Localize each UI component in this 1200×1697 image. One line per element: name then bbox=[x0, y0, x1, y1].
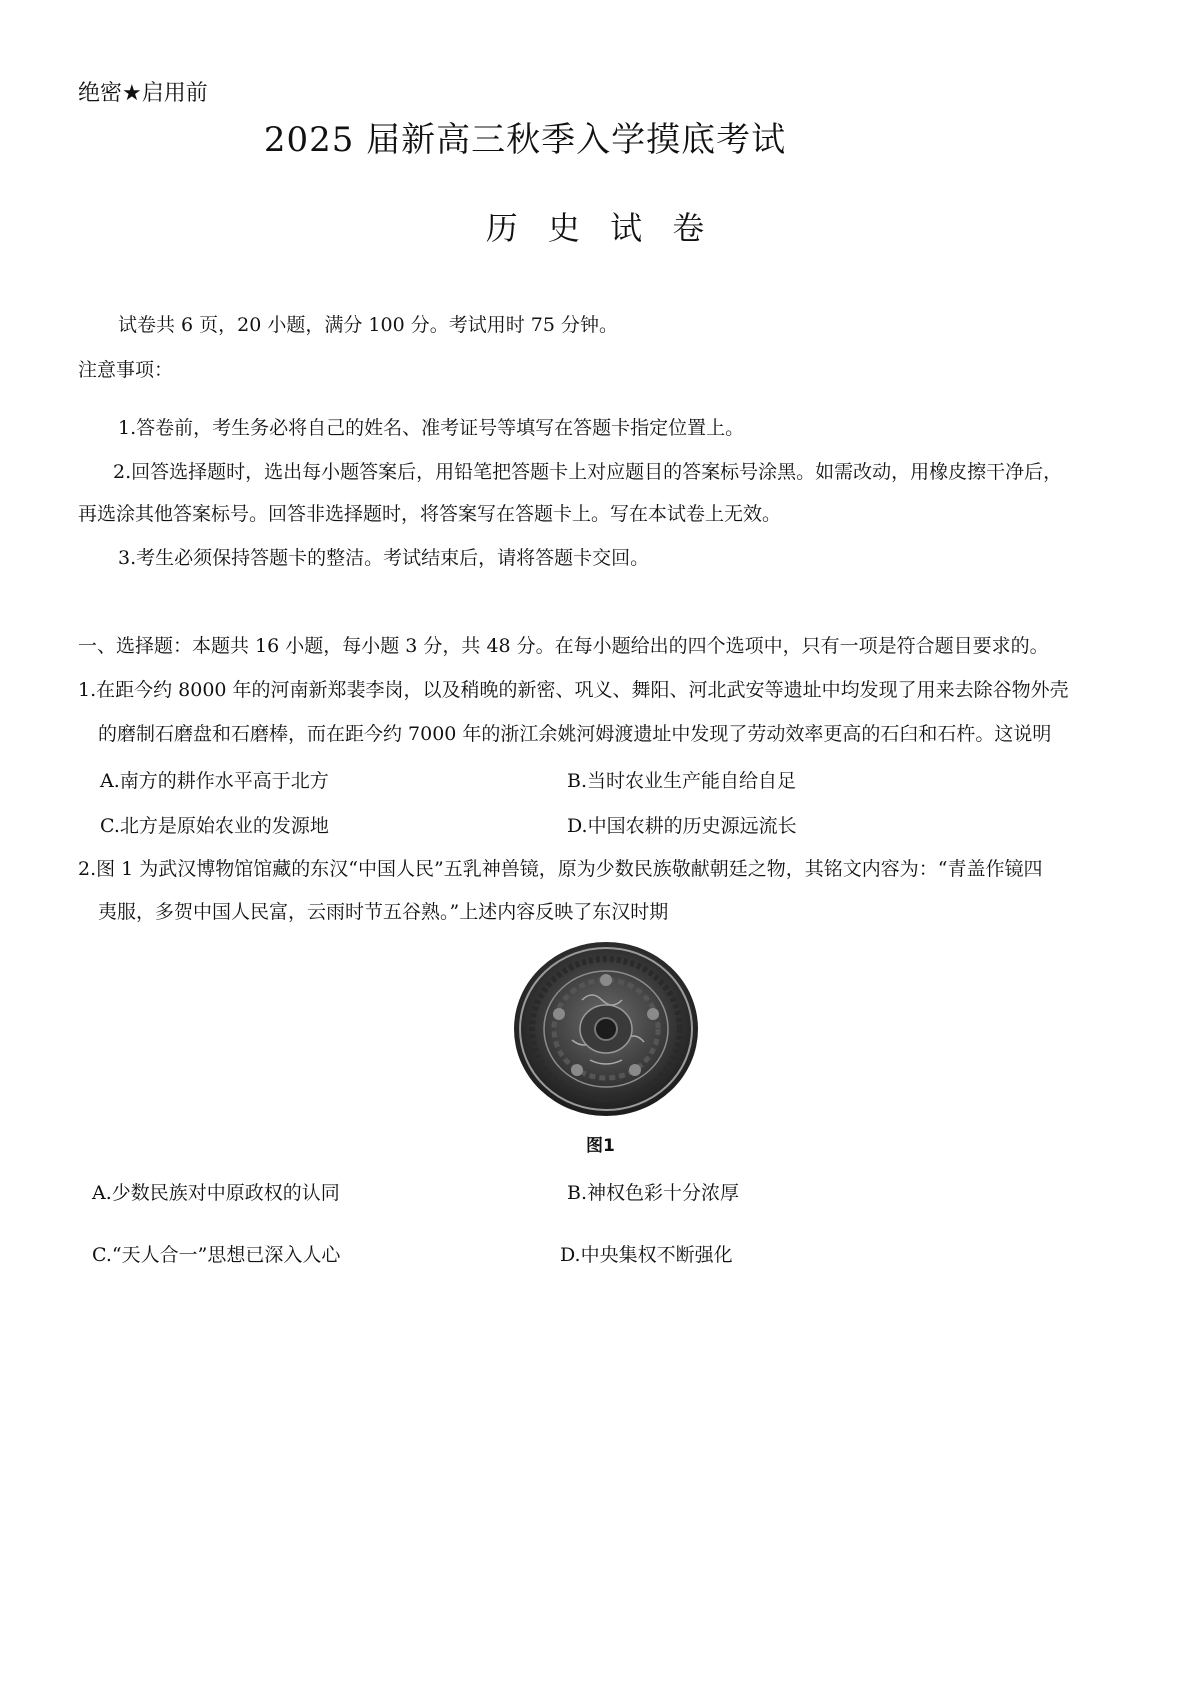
figure-caption: 图1 bbox=[586, 1136, 615, 1156]
exam-title: 2025 届新高三秋季入学摸底考试 bbox=[263, 120, 787, 160]
question-1-line-1: 1.在距今约 8000 年的河南新郑裴李岗，以及稍晚的新密、巩义、舞阳、河北武安等遗址中均发现了用来去除谷物外壳 bbox=[78, 679, 1069, 701]
question-1-option-d: D.中国农耕的历史源远流长 bbox=[567, 815, 797, 837]
question-2-option-a: A.少数民族对中原政权的认同 bbox=[92, 1182, 340, 1204]
subject-title: 历 史 试 卷 bbox=[485, 209, 715, 247]
question-2-line-2: 夷服，多贺中国人民富，云雨时节五谷熟。”上述内容反映了东汉时期 bbox=[98, 901, 669, 923]
note-item-2-line-2: 再选涂其他答案标号。回答非选择题时，将答案写在答题卡上。写在本试卷上无效。 bbox=[78, 503, 782, 525]
question-2-option-b: B.神权色彩十分浓厚 bbox=[567, 1182, 740, 1204]
question-1-option-c: C.北方是原始农业的发源地 bbox=[100, 815, 329, 837]
exam-intro: 试卷共 6 页，20 小题，满分 100 分。考试用时 75 分钟。 bbox=[118, 314, 618, 336]
bronze-mirror-image bbox=[512, 940, 700, 1118]
secret-mark: 绝密★启用前 bbox=[78, 81, 208, 106]
question-1-option-a: A.南方的耕作水平高于北方 bbox=[100, 770, 329, 792]
question-1-line-2: 的磨制石磨盘和石磨棒，而在距今约 7000 年的浙江余姚河姆渡遗址中发现了劳动效率更高的石臼和石杵。这说明 bbox=[98, 723, 1052, 745]
question-2-line-1: 2.图 1 为武汉博物馆馆藏的东汉“中国人民”五乳神兽镜，原为少数民族敬献朝廷之物，其铭文内容为：“青盖作镜四 bbox=[78, 858, 1043, 880]
note-item-2-line-1: 2.回答选择题时，选出每小题答案后，用铅笔把答题卡上对应题目的答案标号涂黑。如需改动，用橡皮擦干净后， bbox=[113, 461, 1063, 483]
question-2-option-d: D.中央集权不断强化 bbox=[560, 1244, 733, 1266]
question-1-option-b: B.当时农业生产能自给自足 bbox=[567, 770, 797, 792]
section-heading: 一、选择题：本题共 16 小题，每小题 3 分，共 48 分。在每小题给出的四个选项中，只有一项是符合题目要求的。 bbox=[78, 635, 1049, 657]
question-2-option-c: C.“天人合一”思想已深入人心 bbox=[92, 1244, 341, 1266]
notes-heading: 注意事项： bbox=[78, 359, 174, 381]
note-item-1: 1.答卷前，考生务必将自己的姓名、准考证号等填写在答题卡指定位置上。 bbox=[118, 417, 745, 439]
note-item-3: 3.考生必须保持答题卡的整洁。考试结束后，请将答题卡交回。 bbox=[118, 547, 650, 569]
